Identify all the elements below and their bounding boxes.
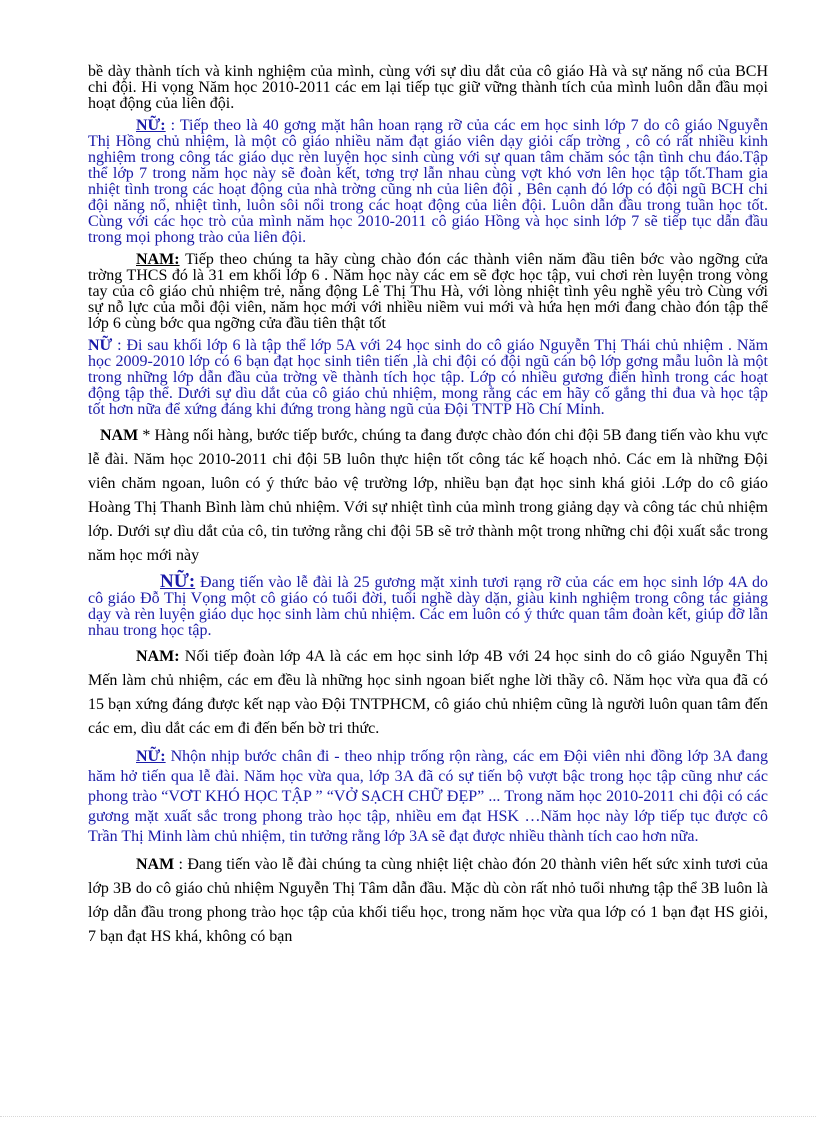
paragraph-7-text: Nối tiếp đoàn lớp 4A là các em học sinh lớp 4B với 24 học sinh do cô giáo Nguyễn Thị Mến làm chủ nhiệm, các em đều là những học sinh ngoan biết nghe lời thầy cô. Năm học vừa qua đã có 15 bạn xứng đáng được kết nạp vào Đội TNTPHCM, cô giáo chủ nhiệm cũng là người luôn quan tâm đến các em, dìu dắt các em đi đến bến bờ tri thức.	[88, 648, 768, 737]
paragraph-1-text: bề dày thành tích và kinh nghiệm của mình, cùng với sự dìu dắt của cô giáo Hà và sự năng nổ của BCH chi đội. Hi vọng Năm học 2010-2011 các em lại tiếp tục giữ vững thành tích của mình luôn dẫn đầu mọi hoạt động của liên đội.	[88, 63, 768, 112]
speaker-label-nu: NỮ:	[160, 571, 196, 592]
document-page	[88, 64, 768, 949]
paragraph-2-text: : Tiếp theo là 40 gơng mặt hân hoan rạng rỡ của các em học sinh lớp 7 do cô giáo Nguyễn Thị Hồng chủ nhiệm, là một cô giáo nhiều năm đạt giáo viên dạy giỏi cấp trờng , cô có rất nhiều kinh nghiệm trong công tác giáo dục rèn luyện học sinh cùng với sự quan tâm chăm sóc tận tình chu đáo.Tập thể lớp 7 trong năm học này sẽ đoàn kết, tơng trợ lẫn nhau cùng vợt khó vơn lên học tập tốt.Tham gia nhiệt tình trong các hoạt động của nhà trờng cũng nh của liên đội , Bên cạnh đó lớp có đội ngũ BCH chi đội năng nổ, nhiệt tình, luôn sôi nổi trong các hoạt động của liên đội. Luôn dẫn đầu trong tuần học tốt. Cùng với các học trò của mình năm học 2010-2011 cô giáo Hồng và học sinh lớp 7 sẽ tiếp tục dẫn đầu trong mọi phong trào của liên đội.	[88, 117, 769, 246]
paragraph-6-text: Đang tiến vào lễ đài là 25 gương mặt xinh tươi rạng rỡ của các em học sinh lớp 4A do cô giáo Đỗ Thị Vọng một cô giáo có tuổi đời, tuổi nghề dày dặn, giàu kinh nghiệm trong công tác giảng dạy và rèn luyện giáo dục học sinh làm chủ nhiệm. Các em luôn có ý thức quan tâm đoàn kết, giúp đỡ lẫn nhau trong học tập.	[88, 574, 769, 639]
paragraph-5-text: * Hàng nối hàng, bước tiếp bước, chúng ta đang được chào đón chi đội 5B đang tiến vào khu vực lễ đài. Năm học 2010-2011 chi đội 5B luôn thực hiện tốt công tác kế hoạch nhỏ. Các em là những Đội viên chăm ngoan, luôn có ý thức bảo vệ trường lớp, nhiều bạn đạt học sinh khá giỏi .Lớp do cô giáo Hoàng Thị Thanh Bình làm chủ nhiệm. Với sự nhiệt tình của mình trong giảng dạy và công tác chủ nhiệm lớp. Dưới sự dìu dắt của cô, tin tưởng rằng chi đội 5B sẽ trở thành một trong những chi đội xuất sắc trong năm học mới này	[88, 427, 768, 564]
page-bottom-rule	[0, 1116, 816, 1117]
paragraph-4-text: : Đi sau khối lớp 6 là tập thể lớp 5A với 24 học sinh do cô giáo Nguyễn Thị Thái chủ nhiệm . Năm học 2009-2010 lớp có 6 bạn đạt học sinh tiên tiến ,là chi đội có đội ngũ cán bộ lớp gơng mẫu luôn là một trong những lớp dẫn đầu của trờng về thành tích học tập. Lớp có nhiều gương điển hình trong các hoạt động tập thể. Dưới sự dìu dắt của cô giáo chủ nhiệm, mong rằng các em hãy cố gắng thi đua và học tập tốt hơn nữa để xứng đáng khi đứng trong hàng ngũ của Đội TNTP Hồ Chí Minh.	[88, 337, 769, 418]
paragraph-1	[88, 64, 768, 112]
speaker-label-nu: NỮ:	[136, 117, 166, 134]
paragraph-6	[88, 571, 769, 639]
speaker-label-nam: NAM:	[136, 648, 180, 665]
paragraph-4	[88, 338, 768, 418]
paragraph-9-text: : Đang tiến vào lễ đài chúng ta cùng nhiệt liệt chào đón 20 thành viên hết sức xinh tươi của lớp 3B do cô giáo chủ nhiệm Nguyễn Thị Tâm dẫn đầu. Mặc dù còn rất nhỏ tuổi nhưng tập thể 3B luôn là lớp dẫn đầu trong phong trào học tập của khối tiểu học, trong năm học vừa qua lớp có 1 bạn đạt HS giỏi, 7 bạn đạt HS khá, không có bạn	[88, 856, 769, 945]
paragraph-2	[88, 118, 768, 246]
speaker-label-nam: NAM	[100, 427, 139, 444]
paragraph-5	[88, 424, 768, 568]
paragraph-8	[88, 747, 768, 847]
speaker-label-nam: NAM	[136, 856, 175, 873]
paragraph-3-text: Tiếp theo chúng ta hãy cùng chào đón các thành viên năm đầu tiên bớc vào ngỡng cửa trờng THCS đó là 31 em khối lớp 6 . Năm học này các em sẽ đợc học tập, vui chơi rèn luyện trong vòng tay của cô giáo chủ nhiệm trẻ, năng động Lê Thị Thu Hà, với lòng nhiệt tình yêu nghề yêu trò Cùng với sự nỗ lực của mỗi đội viên, năm học mới với nhiều niềm vui mới và hứa hẹn mới đang chào đón tập thể lớp 6 cùng bớc qua ngỡng cửa đầu tiên thật tốt	[88, 251, 768, 332]
paragraph-3	[88, 252, 768, 332]
speaker-label-nu: NỮ	[88, 337, 113, 354]
speaker-label-nam: NAM:	[136, 251, 180, 268]
paragraph-7	[88, 645, 768, 741]
paragraph-8-text: Nhộn nhịp bước chân đi - theo nhịp trống rộn ràng, các em Đội viên nhi đồng lớp 3A đang hăm hở tiến qua lễ đài. Năm học vừa qua, lớp 3A đã có sự tiến bộ vượt bậc trong học tập cũng như các phong trào “VƠT KHÓ HỌC TẬP ” “VỞ SẠCH CHỮ ĐẸP” ... Trong năm học 2010-2011 chi đội có các gương mặt xuất sắc trong phong trào học tập, nhiều em đạt HSK …Năm học này lớp tiếp tục được cô Trần Thị Minh làm chủ nhiệm, tin tưởng rằng lớp 3A sẽ đạt được nhiều thành tích cao hơn nữa.	[88, 748, 769, 845]
speaker-label-nu: NỮ:	[136, 748, 166, 765]
paragraph-9	[88, 853, 768, 949]
